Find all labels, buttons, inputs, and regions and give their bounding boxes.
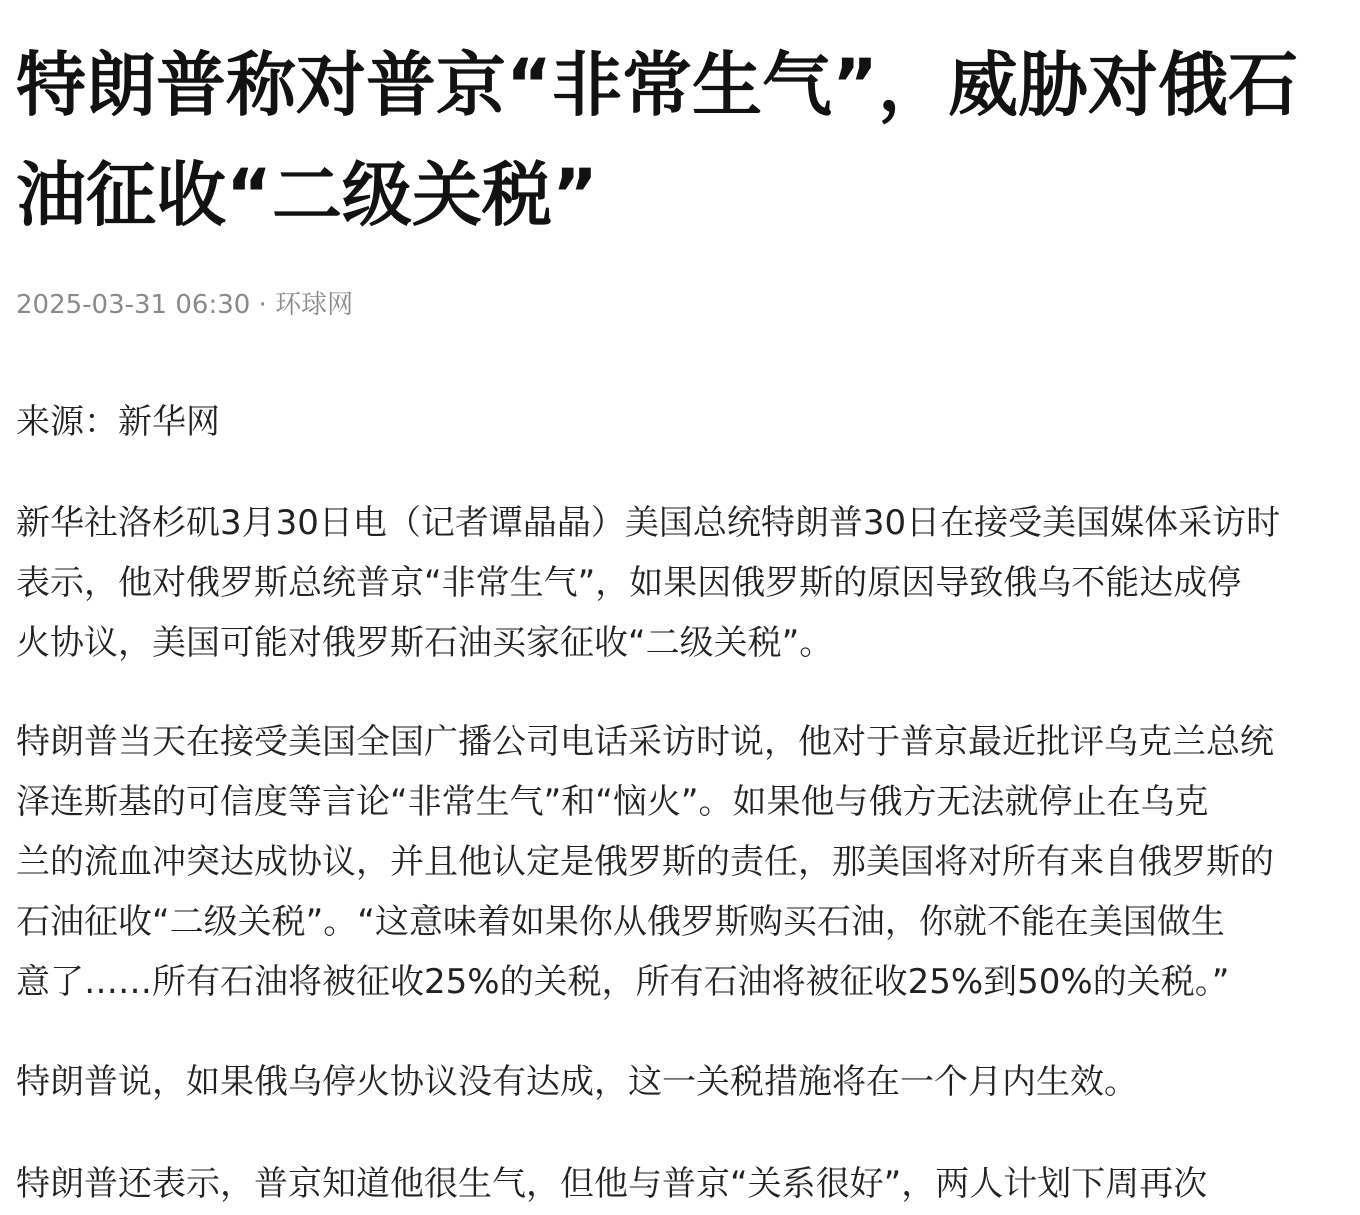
paragraph-line: 泽连斯基的可信度等言论“非常生气”和“恼火”。如果他与俄方无法就停止在乌克 <box>16 782 1209 822</box>
paragraph-line: 兰的流血冲突达成协议，并且他认定是俄罗斯的责任，那美国将对所有来自俄罗斯的 <box>16 842 1274 882</box>
paragraph-line: 火协议，美国可能对俄罗斯石油买家征收“二级关税”。 <box>16 623 834 663</box>
source-line <box>16 392 220 452</box>
paragraph-line: 特朗普还表示，普京知道他很生气，但他与普京“关系很好”，两人计划下周再次 <box>16 1164 1208 1204</box>
paragraph-line: 表示，他对俄罗斯总统普京“非常生气”，如果因俄罗斯的原因导致俄乌不能达成停 <box>16 563 1242 603</box>
publish-meta: 2025-03-31 06:30 · 环球网 <box>16 290 354 320</box>
source-text: 来源：新华网 <box>16 402 220 442</box>
paragraph-line: 石油征收“二级关税”。“这意味着如果你从俄罗斯购买石油，你就不能在美国做生 <box>16 902 1225 942</box>
paragraph-4 <box>16 1154 1207 1214</box>
title-line: 特朗普称对普京“非常生气”，威胁对俄石 <box>16 44 1299 126</box>
paragraph-line: 特朗普说，如果俄乌停火协议没有达成，这一关税措施将在一个月内生效。 <box>16 1062 1138 1102</box>
paragraph-3 <box>16 1052 1138 1112</box>
paragraph-line: 意了……所有石油将被征收25%的关税，所有石油将被征收25%到50%的关税。” <box>16 962 1230 1002</box>
paragraph-line: 特朗普当天在接受美国全国广播公司电话采访时说，他对于普京最近批评乌克兰总统 <box>16 722 1274 762</box>
paragraph-2 <box>16 712 1274 1012</box>
paragraph-line: 新华社洛杉矶3月30日电（记者谭晶晶）美国总统特朗普30日在接受美国媒体采访时 <box>16 503 1281 543</box>
title-line: 油征收“二级关税” <box>16 154 599 236</box>
paragraph-1 <box>16 493 1280 673</box>
